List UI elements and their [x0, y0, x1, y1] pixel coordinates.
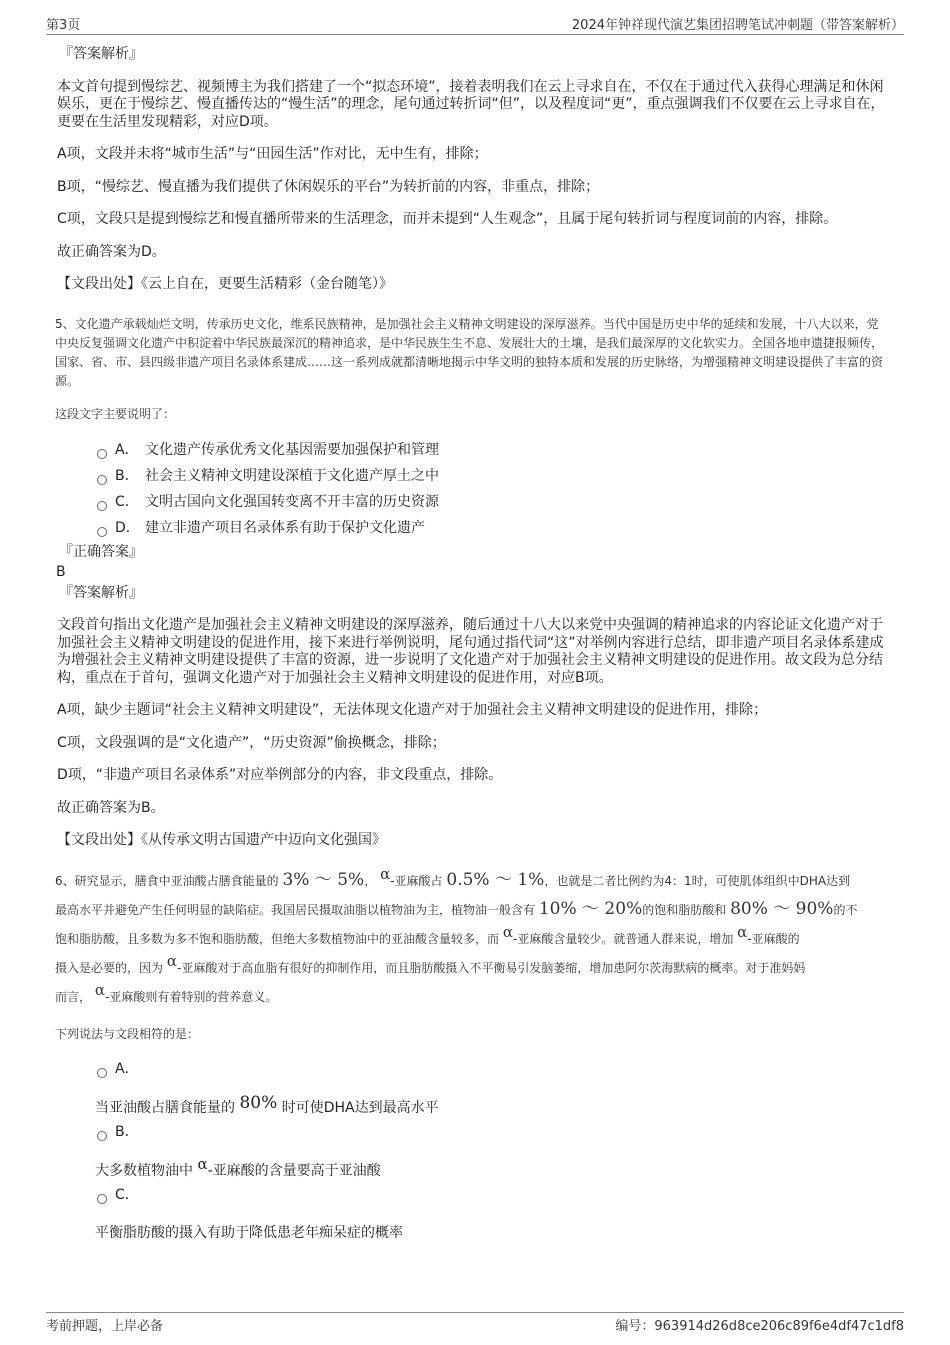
q5-answer-label: 『正确答案』 — [59, 543, 143, 560]
q4-option-c-note: C项，文段只是提到慢综艺和慢直播所带来的生活理念，而并未提到“人生观念”，且属于尾句转折词与程度词前的内容，排除。 — [57, 211, 838, 227]
q6-option-c[interactable] — [97, 1184, 890, 1208]
option-letter: B． — [115, 1124, 139, 1140]
q4-conclusion: 故正确答案为D。 — [57, 243, 166, 260]
q6-option-c-text: 平衡脂肪酸的摄入有助于降低患老年痴呆症的概率 — [95, 1224, 403, 1241]
page-footer — [46, 1312, 904, 1333]
q5-analysis-para: 文段首句指出文化遗产是加强社会主义精神文明建设的深厚滋养，随后通过十八大以来党中央强调的精神追求的内容论证文化遗产对于加强社会主义精神文明建设的促进作用，接下来进行举例说明，尾句通过指代词“这”对举例内容进行总结，即非遗产项目名录体系建成为增强社会主义精神文明建设提供了丰富的资源，进一步说明了文化遗产对于加强社会主义精神文明建设的促进作用。故文段为总分结构，重点在于首句，强调文化遗产对于加强社会主义精神文明建设的促进作用，对应B项。 — [57, 617, 884, 686]
radio-button-icon[interactable] — [97, 527, 107, 537]
alpha-symbol: α — [502, 922, 513, 941]
alpha-symbol: α — [166, 951, 177, 970]
q5-options — [57, 438, 890, 542]
q6-option-a-text: 当亚油酸占膳食能量的 80% 时可使DHA达到最高水平 — [95, 1092, 439, 1116]
option-letter: C． — [115, 494, 139, 510]
q5-answer: B — [56, 564, 66, 580]
option-letter: B． — [115, 468, 139, 484]
q6-option-b-text: 大多数植物油中 α-亚麻酸的含量要高于亚油酸 — [95, 1154, 381, 1179]
q5-question: 这段文字主要说明了： — [55, 406, 176, 421]
document-id: 编号：963914d26d8ce206c89f6e4df47c1df8 — [615, 1319, 904, 1334]
q4-option-a-note: A项，文段并未将“城市生活”与“田园生活”作对比，无中生有，排除； — [57, 146, 488, 162]
q6-option-a[interactable] — [97, 1058, 890, 1082]
q6-option-b[interactable] — [97, 1121, 890, 1145]
radio-button-icon[interactable] — [97, 501, 107, 511]
option-text: 文化遗产传承优秀文化基因需要加强保护和管理 — [145, 442, 439, 458]
q4-analysis-label: 『答案解析』 — [59, 46, 143, 62]
q6-question: 下列说法与文段相符的是： — [55, 1026, 200, 1041]
alpha-symbol: α — [94, 980, 105, 999]
option-letter: A． — [115, 442, 139, 458]
q5-option-d-note: D项，“非遗产项目名录体系”对应举例部分的内容，非文段重点，排除。 — [57, 767, 503, 783]
page-number: 第3页 — [46, 18, 81, 33]
radio-button-icon[interactable] — [97, 475, 107, 485]
q5-option-a-note: A项，缺少主题词“社会主义精神文明建设”，无法体现文化遗产对于加强社会主义精神文明建设的促进作用，排除； — [57, 702, 768, 718]
radio-button-icon[interactable] — [97, 1131, 107, 1141]
page-header — [46, 12, 904, 35]
alpha-symbol: α — [737, 922, 748, 941]
document-body — [57, 46, 890, 1244]
q4-option-b-note: B项，“慢综艺、慢直播为我们提供了休闲娱乐的平台”为转折前的内容，非重点，排除； — [57, 178, 600, 195]
q5-analysis-label: 『答案解析』 — [59, 584, 143, 601]
q6-options — [57, 1058, 890, 1244]
option-text: 社会主义精神文明建设深植于文化遗产厚土之中 — [145, 468, 439, 484]
q6-stem: 6、研究显示，膳食中亚油酸占膳食能量的 3% ～ 5%， α-亚麻酸占 0.5% ～ 1%，也就是二者比例约为4：1时，可使肌体组织中DHA达到 最高水平并避免产生任何明显的缺陷症。我国居民摄取油脂以植物油为主，植物油一般含有 10% ～ 20%的饱和脂肪酸和 80% ～ 90%的不 饱和脂肪酸，且多数为多不饱和脂肪酸，但绝大多数植物油中的亚油酸含量较多，而 α-亚麻酸含量较少。就普通人群来说，增加 α-亚麻酸的 摄入是必要的，因为 α-亚麻酸对于高血脂有很好的抑制作用，而且脂肪酸摄入不平衡易引发脑萎缩，增加患阿尔茨海默病的概率。对于准妈妈 而言， α-亚麻酸则有着特别的营养意义。 — [55, 864, 858, 1004]
q5-stem: 5、文化遗产承载灿烂文明，传承历史文化，维系民族精神，是加强社会主义精神文明建设的深厚滋养。当代中国是历史中华的延续和发展，十八大以来，党中央反复强调文化遗产中积淀着中华民族最深沉的精神追求，是中华民族生生不息、发展壮大的土壤，是我们最深厚的文化软实力。全国各地申遗捷报频传，国家、省、市、县四级非遗产项目名录体系建成……这一系列成就都清晰地揭示中华文明的独特本质和发展的历史脉络，为增强精神文明建设提供了丰富的资源。 — [55, 316, 884, 388]
radio-button-icon[interactable] — [97, 1194, 107, 1204]
q4-analysis-para: 本文首句提到慢综艺、视频博主为我们搭建了一个“拟态环境”，接着表明我们在云上寻求自在，不仅在于通过代入获得心理满足和休闲娱乐，更在于慢综艺、慢直播传达的“慢生活”的理念，尾句通过转折词“但”，以及程度词“更”，重点强调我们不仅要在云上寻求自在，更要在生活里发现精彩，对应D项。 — [57, 78, 885, 130]
footer-slogan: 考前押题，上岸必备 — [46, 1319, 164, 1334]
q5-source: 【文段出处】《从传承文明古国遗产中迈向文化强国》 — [57, 832, 386, 848]
option-letter: A． — [115, 1061, 139, 1077]
math-ratio-3: 10% ～ 20% — [538, 898, 643, 919]
math-percent: 80% — [239, 1092, 278, 1113]
option-text: 文明古国向文化强国转变离不开丰富的历史资源 — [145, 494, 439, 510]
option-text: 建立非遗产项目名录体系有助于保护文化遗产 — [145, 520, 425, 536]
alpha-symbol: α — [380, 864, 391, 883]
math-ratio-2: 0.5% ～ 1% — [446, 869, 545, 890]
radio-button-icon[interactable] — [97, 449, 107, 459]
document-title: 2024年钟祥现代演艺集团招聘笔试冲刺题（带答案解析） — [571, 18, 904, 33]
math-ratio-1: 3% ～ 5% — [282, 869, 365, 890]
q5-option-a[interactable] — [97, 438, 890, 464]
q5-option-c-note: C项，文段强调的是“文化遗产”，“历史资源”偷换概念，排除； — [57, 734, 446, 751]
q5-option-c[interactable] — [97, 490, 890, 516]
radio-button-icon[interactable] — [97, 1068, 107, 1078]
q5-option-b[interactable] — [97, 464, 890, 490]
q5-option-d[interactable] — [97, 516, 890, 542]
math-ratio-4: 80% ～ 90% — [730, 898, 834, 919]
option-letter: D． — [115, 520, 140, 536]
q4-source: 【文段出处】《云上自在，更要生活精彩（金台随笔）》 — [57, 276, 393, 292]
alpha-symbol: α — [197, 1154, 208, 1173]
q5-conclusion: 故正确答案为B。 — [57, 799, 165, 816]
option-letter: C． — [115, 1187, 139, 1203]
